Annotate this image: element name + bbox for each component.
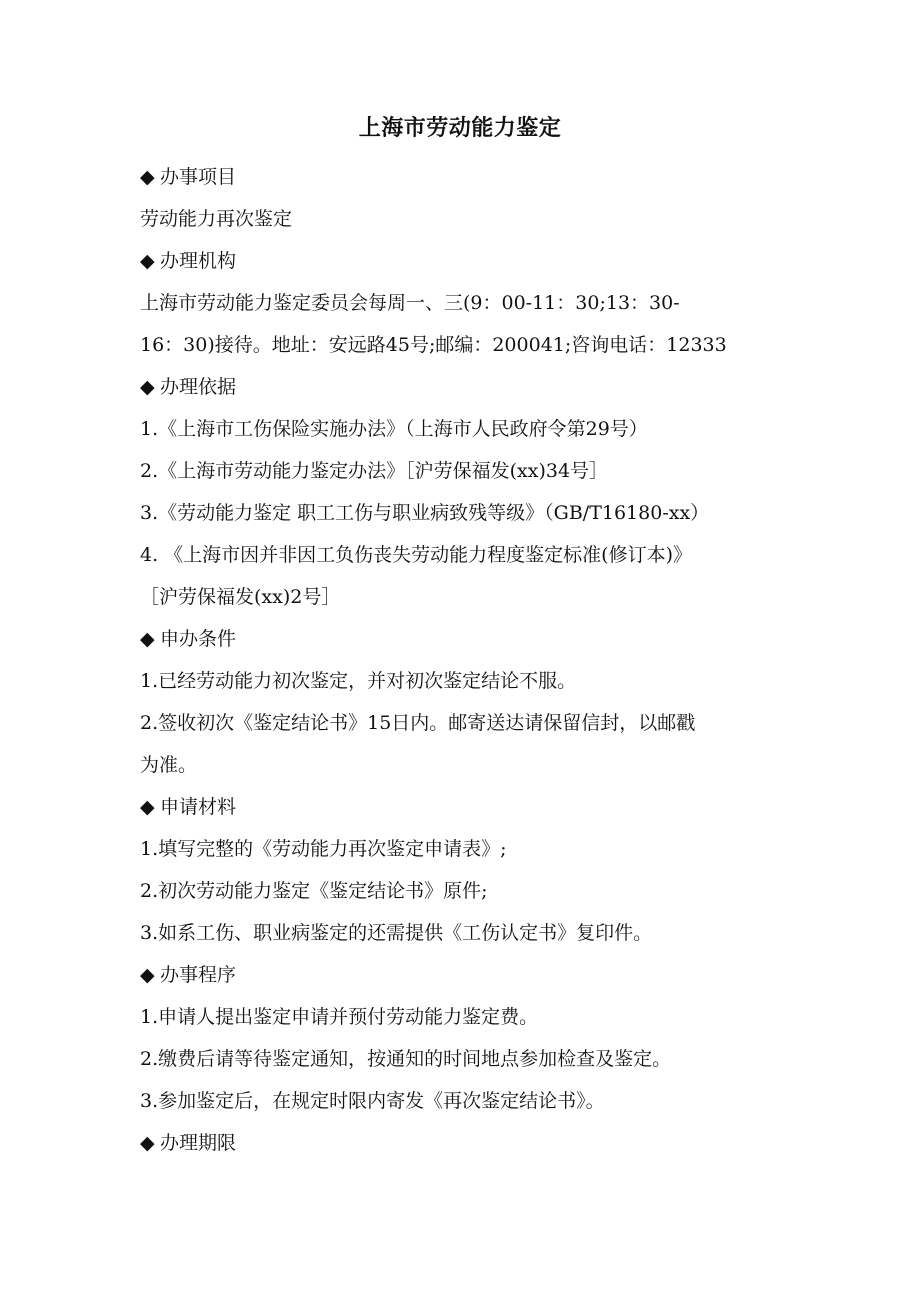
section-text-line: 劳动能力再次鉴定 (140, 208, 293, 230)
section-text-line: 1.填写完整的《劳动能力再次鉴定申请表》; (140, 838, 507, 860)
section-text-line: 3.《劳动能力鉴定 职工工伤与职业病致残等级》（GB/T16180-xx） (140, 502, 710, 524)
diamond-bullet-icon: ◆ (140, 628, 155, 650)
document-title: 上海市劳动能力鉴定 (358, 115, 562, 141)
section-heading-text: 申办条件 (160, 628, 237, 650)
section-text-line: 3.如系工伤、职业病鉴定的还需提供《工伤认定书》复印件。 (140, 922, 653, 944)
section-heading (140, 156, 780, 198)
section-heading-text: 办理机构 (160, 250, 237, 272)
section-text-line: 2.《上海市劳动能力鉴定办法》［沪劳保福发(xx)34号］ (140, 460, 609, 482)
section-heading (140, 240, 780, 282)
section-text-line: 为准。 (140, 754, 198, 776)
diamond-bullet-icon: ◆ (140, 1132, 155, 1154)
document-body (140, 156, 780, 1164)
section-heading-text: 办理期限 (160, 1132, 237, 1154)
section-text-line: 2.缴费后请等待鉴定通知，按通知的时间地点参加检查及鉴定。 (140, 1048, 672, 1070)
section-text-line: 1.申请人提出鉴定申请并预付劳动能力鉴定费。 (140, 1006, 539, 1028)
section-text-line: ［沪劳保福发(xx)2号］ (140, 586, 341, 608)
diamond-bullet-icon: ◆ (140, 964, 155, 986)
section-text-line: 2.初次劳动能力鉴定《鉴定结论书》原件; (140, 880, 488, 902)
section-heading-text: 办理依据 (160, 376, 237, 398)
section-text-line: 1.《上海市工伤保险实施办法》（上海市人民政府令第29号） (140, 418, 648, 440)
diamond-bullet-icon: ◆ (140, 796, 155, 818)
section-text-line: 1.已经劳动能力初次鉴定，并对初次鉴定结论不服。 (140, 670, 577, 692)
section-text-line: 16：30)接待。地址：安远路45号;邮编：200041;咨询电话：12333 (140, 334, 727, 356)
section-heading (140, 366, 780, 408)
section-text-line: 4. 《上海市因并非因工负伤丧失劳动能力程度鉴定标准(修订本)》 (140, 544, 692, 566)
section-text-line: 3.参加鉴定后，在规定时限内寄发《再次鉴定结论书》。 (140, 1090, 605, 1112)
section-heading-text: 办事程序 (160, 964, 237, 986)
section-heading-text: 办事项目 (160, 166, 237, 188)
section-heading (140, 786, 780, 828)
section-heading (140, 954, 780, 996)
section-text-line: 上海市劳动能力鉴定委员会每周一、三(9：00-11：30;13：30- (140, 292, 680, 314)
section-text-line: 2.签收初次《鉴定结论书》15日内。邮寄送达请保留信封，以邮戳 (140, 712, 696, 734)
diamond-bullet-icon: ◆ (140, 250, 155, 272)
section-heading (140, 618, 780, 660)
diamond-bullet-icon: ◆ (140, 376, 155, 398)
section-heading-text: 申请材料 (160, 796, 237, 818)
diamond-bullet-icon: ◆ (140, 166, 155, 188)
section-heading (140, 1122, 780, 1164)
